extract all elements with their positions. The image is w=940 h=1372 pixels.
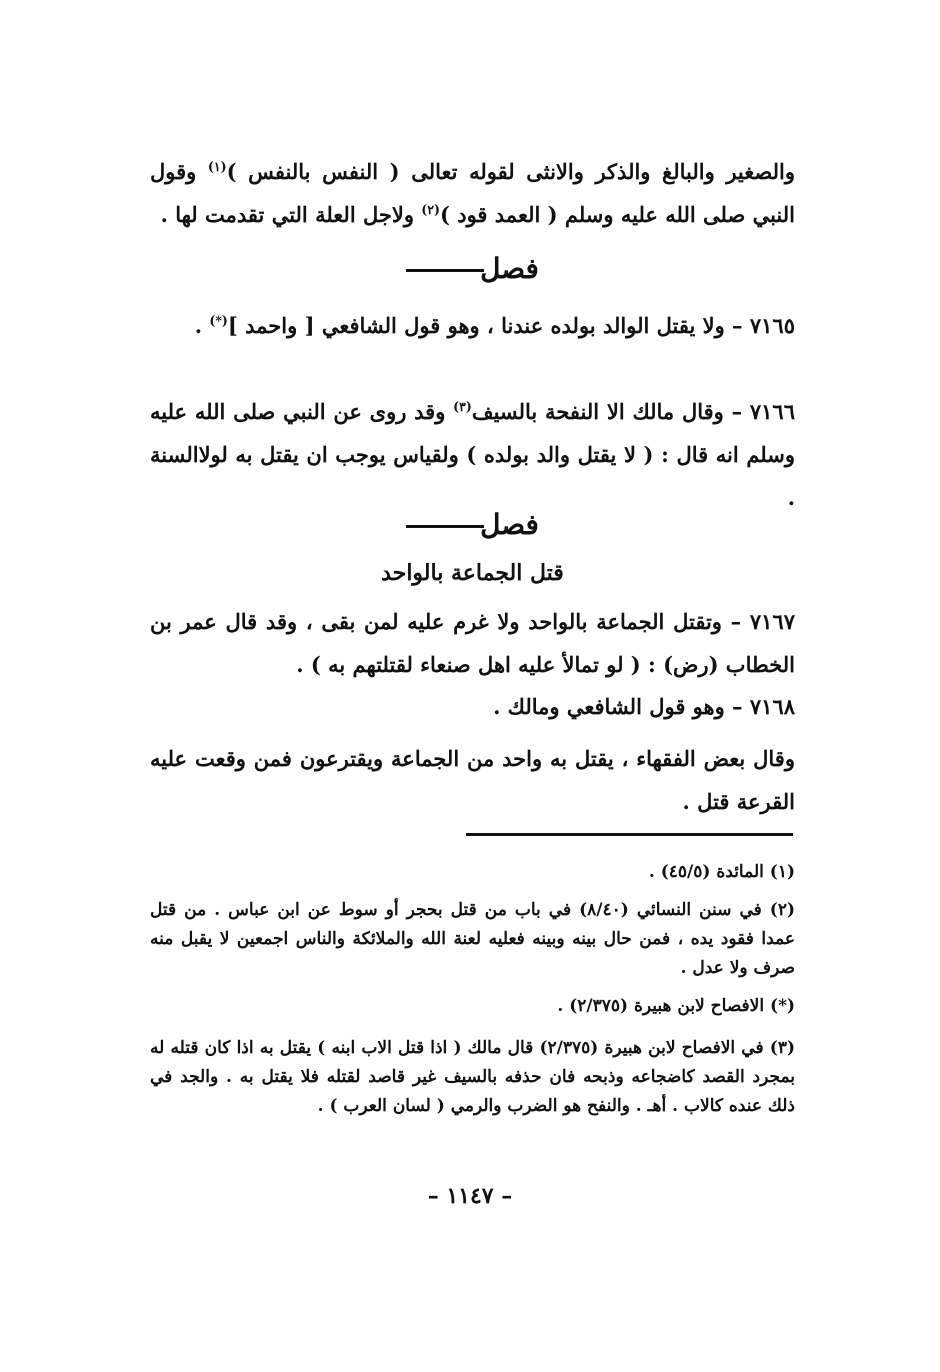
footnote-star-text: (*) الافصاح لابن هبيرة (٢/٣٧٥) . [557, 996, 795, 1016]
footnote-3 [150, 1034, 795, 1121]
paragraph-7167 [150, 600, 795, 686]
paragraph-7167-text: ٧١٦٧ – وتقتل الجماعة بالواحد ولا غرم عليه لمن بقى ، وقد قال عمر بن الخطاب (رض) : ( لو تمالأ عليه اهل صنعاء لقتلتهم به ) . [150, 609, 795, 677]
intro-line2: النبي صلى الله عليه وسلم ( العمد قود ) [439, 202, 795, 227]
paragraph-7166 [150, 390, 795, 519]
paragraph-7166-end: وقد روى عن النبي صلى الله عليه وسلم انه قال : ( لا يقتل والد بولده ) ولقياس يوجب ان يقتل به لولاالسنة . [150, 399, 795, 510]
footnote-ref-1[interactable]: (١) [207, 159, 227, 174]
footnote-ref-3[interactable]: (٣) [453, 399, 472, 414]
paragraph-extra-text: وقال بعض الفقهاء ، يقتل به واحد من الجماعة ويقترعون فمن وقعت عليه القرعة قتل . [150, 746, 795, 814]
footnote-ref-star[interactable]: (*) [209, 313, 228, 328]
page-number [0, 1183, 940, 1209]
heading-2-kashida-line [406, 525, 484, 528]
page-number-text: – ١١٤٧ – [427, 1183, 513, 1209]
paragraph-7168-text: ٧١٦٨ – وهو قول الشافعي ومالك . [493, 694, 795, 719]
section-heading-1-text: فصل [480, 252, 539, 285]
intro-line1b: وقول [150, 159, 208, 184]
footnote-1 [150, 858, 795, 887]
intro-line2b: ولاجل العلة التي تقدمت لها . [160, 202, 422, 227]
footnote-3-text: (٣) في الافصاح لابن هبيرة (٢/٣٧٥) قال مالك ( اذا قتل الاب ابنه ) يقتل به اذا كان قتله له بمجرد القصد كاضجاعه وذبحه فان حذفه بالسيف غير قاصد لقتله فلا يقتل به . والجد في ذلك عنده كالاب . أهـ . والنفح هو الضرب والرمي ( لسان العرب ) . [150, 1038, 796, 1116]
footnote-star [150, 992, 795, 1021]
paragraph-7166-text: ٧١٦٦ – وقال مالك الا النفحة بالسيف [471, 399, 795, 424]
section-heading-1 [150, 252, 795, 285]
intro-line1: والصغير والبالغ والذكر والانثى لقوله تعالى ( النفس بالنفس ) [226, 159, 795, 184]
paragraph-7165 [150, 304, 795, 347]
section-heading-2 [150, 508, 795, 541]
footnote-2 [150, 896, 795, 983]
paragraph-7165-end: . [194, 313, 210, 338]
footnote-separator [466, 833, 793, 836]
section-subheading-text: قتل الجماعة بالواحد [381, 560, 564, 586]
intro-paragraph [150, 150, 795, 236]
paragraph-extra [150, 737, 795, 823]
footnote-1-text: (١) المائدة (٤٥/٥) . [648, 862, 795, 882]
heading-1-kashida-line [406, 269, 484, 272]
paragraph-7165-text: ٧١٦٥ – ولا يقتل الوالد بولده عندنا ، وهو قول الشافعي [ واحمد ] [227, 313, 795, 338]
section-heading-2-text: فصل [480, 508, 539, 541]
footnote-2-text: (٢) في سنن النسائي (٨/٤٠) في باب من قتل بحجر أو سوط عن ابن عباس . من قتل عمدا فقود يده ، فمن حال بينه وبينه فعليه لعنة الله والملائكة والناس اجمعين لا يقبل منه صرف ولا عدل . [150, 900, 795, 978]
paragraph-7168 [150, 685, 795, 728]
section-subheading [150, 560, 795, 586]
footnote-ref-2[interactable]: (٢) [421, 202, 440, 217]
